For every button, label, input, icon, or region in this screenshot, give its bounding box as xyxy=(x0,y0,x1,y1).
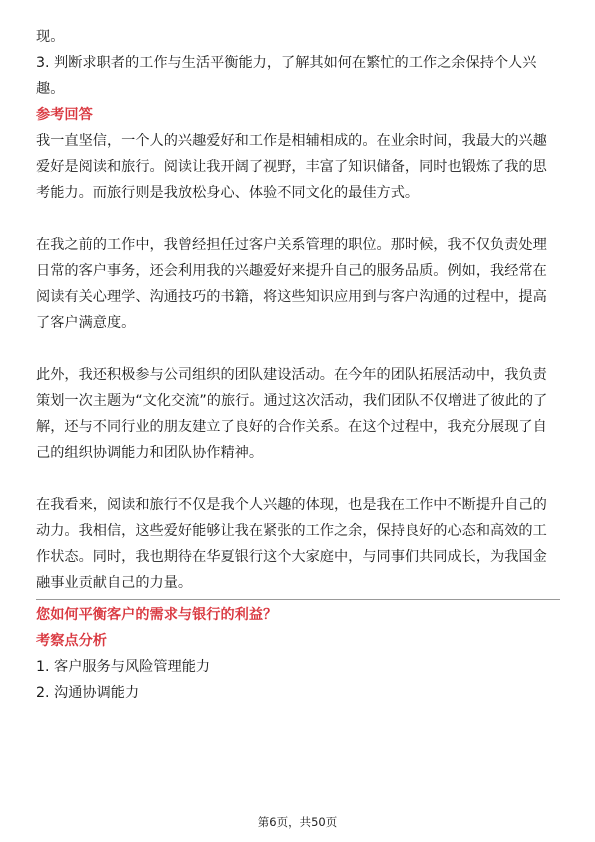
text-line: 阅读有关心理学、沟通技巧的书籍，将这些知识应用到与客户沟通的过程中，提高 xyxy=(36,289,547,305)
text-line: 3. 判断求职者的工作与生活平衡能力，了解其如何在繁忙的工作之余保持个人兴 xyxy=(36,55,537,71)
list-item: 1. 客户服务与风险管理能力 xyxy=(36,659,211,675)
answer-paragraph-1 xyxy=(36,128,560,206)
list-item: 2. 沟通协调能力 xyxy=(36,685,140,701)
text-line: 此外，我还积极参与公司组织的团队建设活动。在今年的团队拓展活动中，我负责 xyxy=(36,367,547,383)
text-line: 动力。我相信，这些爱好能够让我在紧张的工作之余，保持良好的心态和高效的工 xyxy=(36,523,547,539)
text-line: 日常的客户事务，还会利用我的兴趣爱好来提升自己的服务品质。例如，我经常在 xyxy=(36,263,547,279)
answer-paragraph-2 xyxy=(36,232,560,336)
page-number: 第6页，共50页 xyxy=(257,815,338,829)
question-title: 您如何平衡客户的需求与银行的利益？ xyxy=(36,607,278,623)
answer-paragraph-4 xyxy=(36,492,560,596)
text-line: 爱好是阅读和旅行。阅读让我开阔了视野，丰富了知识储备，同时也锻炼了我的思 xyxy=(36,159,547,175)
text-line: 考能力。而旅行则是我放松身心、体验不同文化的最佳方式。 xyxy=(36,185,420,201)
intro-block xyxy=(36,24,560,102)
text-line: 在我看来，阅读和旅行不仅是我个人兴趣的体现，也是我在工作中不断提升自己的 xyxy=(36,497,547,513)
text-line: 在我之前的工作中，我曾经担任过客户关系管理的职位。那时候，我不仅负责处理 xyxy=(36,237,547,253)
text-line: 我一直坚信，一个人的兴趣爱好和工作是相辅相成的。在业余时间，我最大的兴趣 xyxy=(36,133,547,149)
text-line: 己的组织协调能力和团队协作精神。 xyxy=(36,445,264,461)
text-line: 趣。 xyxy=(36,81,65,97)
analysis-points xyxy=(36,654,560,706)
section-divider xyxy=(36,599,560,600)
text-line: 现。 xyxy=(36,29,65,45)
answer-paragraph-3 xyxy=(36,362,560,466)
text-line: 策划一次主题为“文化交流”的旅行。通过这次活动，我们团队不仅增进了彼此的了 xyxy=(36,393,548,409)
text-line: 作状态。同时，我也期待在华夏银行这个大家庭中，与同事们共同成长，为我国金 xyxy=(36,549,547,565)
analysis-heading: 考察点分析 xyxy=(36,633,107,649)
text-line: 解，还与不同行业的朋友建立了良好的合作关系。在这个过程中，我充分展现了自 xyxy=(36,419,547,435)
text-line: 融事业贡献自己的力量。 xyxy=(36,575,193,591)
text-line: 了客户满意度。 xyxy=(36,315,136,331)
answer-heading: 参考回答 xyxy=(36,107,93,123)
document-page xyxy=(36,24,560,706)
